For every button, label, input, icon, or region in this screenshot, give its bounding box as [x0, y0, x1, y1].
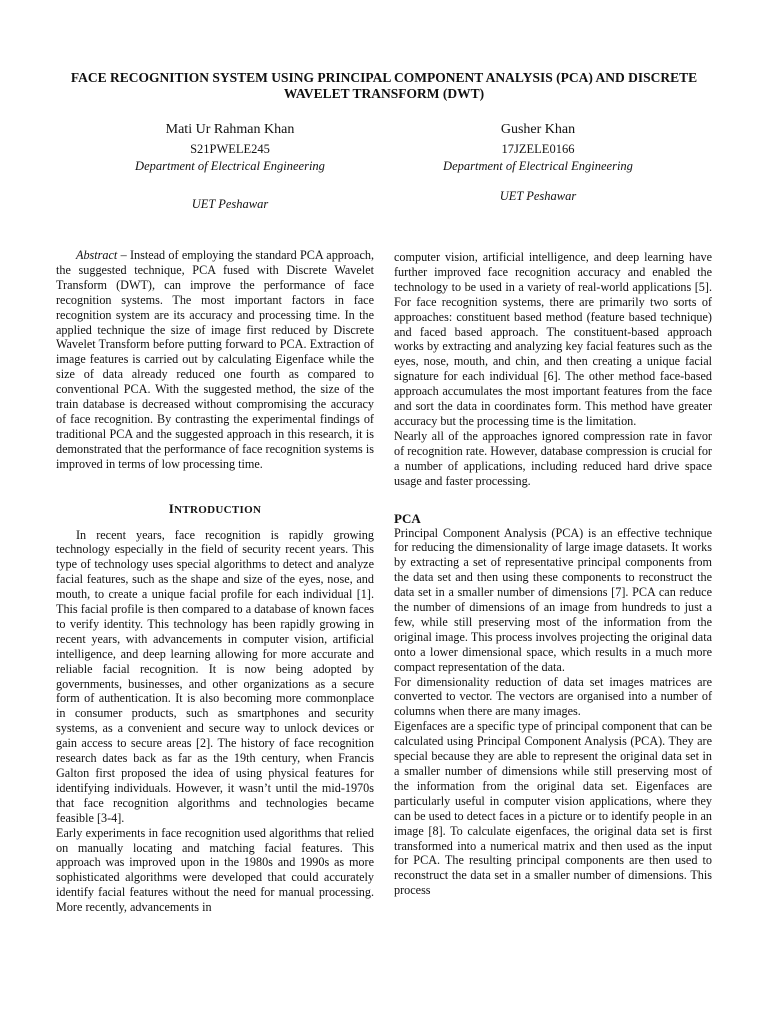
left-column [56, 248, 374, 915]
right-column [394, 250, 712, 898]
pca-paragraph-1: Principal Component Analysis (PCA) is an effective technique for reducing the dimensionality of large image datasets. It works by extracting a set of representative principal components from the data set and then using these components to reconstruct the data set in a smaller number of dimensions [7]. PCA can reduce the number of dimensions of an image from hundreds to just a few, while still preserving most of the information from the original image. This process involves projecting the original data onto a lower dimensional space, which results in a much more compact representation of the data. [394, 525, 712, 674]
author-institution: UET Peshawar [499, 189, 577, 203]
author-department: Department of Electrical Engineering [443, 159, 633, 173]
author-institution: UET Peshawar [191, 197, 269, 211]
author-department: Department of Electrical Engineering [135, 159, 325, 173]
author-id: 17JZELE0166 [501, 142, 575, 156]
author-name: Mati Ur Rahman Khan [165, 122, 295, 137]
intro-continued-paragraph-1: computer vision, artificial intelligence, and deep learning have further improved face recognition accuracy and enabled the technology to be used in a variety of real-world applications [5]. For face recognition systems, there are primarily two sorts of approaches: constituent based method (feature based technique) and faced based approach. The constituent-based approach works by extracting and analyzing key facial features such as the eyes, nose, mouth, and chin, and then creating a unique facial signature for each individual [6]. The other method face-based approach accumulates the most important features from the face and sort the data in coordinates form. This method have greater accuracy but the processing time is the limitation. [394, 250, 712, 428]
author-block-2 [418, 121, 658, 204]
pca-paragraph-2: For dimensionality reduction of data set images matrices are converted to vector. The vectors are organised into a number of columns when there are many images. [394, 674, 712, 719]
abstract-text: – Instead of employing the standard PCA approach, the suggested technique, PCA fused with Discrete Wavelet Transform (DWT), can improve the performance of face recognition systems. The most important factors in face recognition system are its accuracy and processing time. In the applied technique the size of image first reduced by Discrete Wavelet Transform before putting forward to PCA. Extraction of image features is carried out by calculating Eigenface while the size of data already reduced one fourth as compared to conventional PCA. With the suggested method, the size of the train database is decreased without compromising the accuracy of face recognition. By contrasting the experimental findings of traditional PCA and the suggested approach in this research, it is demonstrated that the performance of face recognition systems is improved in terms of low processing time. [56, 248, 374, 471]
intro-continued-paragraph-2: Nearly all of the approaches ignored compression rate in favor of recognition rate. However, database compression is crucial for a number of applications, including reduced hard drive space usage and faster processing. [394, 428, 712, 488]
intro-paragraph-2: Early experiments in face recognition used algorithms that relied on manually locating and matching facial features. This approach was improved upon in the 1980s and 1990s as more sophisticated algorithms were developed that could accurately identify facial features without the need for manual processing. More recently, advancements in [56, 825, 374, 915]
intro-paragraph-1: In recent years, face recognition is rapidly growing technology especially in the field of security recent years. This type of technology uses special algorithms to detect and analyze facial features, such as the shape and size of the eyes, nose, and mouth, to create a unique facial profile for each individual [1]. This facial profile is then compared to a database of known faces to verify identity. This technology has been rapidly growing in recent years, with advancements in computer vision, artificial intelligence, and deep learning allowing for more accurate and reliable facial recognition. It is now being adopted by governments, businesses, and other organizations as a secure form of authentication. It is also becoming more commonplace in consumer products, such as smartphones and security systems, as a convenient and secure way to unlock devices or gain access to secure areas [2]. The history of face recognition research dates back as far as the 19th century, when Francis Galton first proposed the idea of using physical features for identifying individuals. However, it wasn’t until the mid-1970s that face recognition algorithms and technologies became feasible [3-4]. [56, 527, 374, 825]
author-block-1 [110, 121, 350, 212]
author-id: S21PWELE245 [190, 142, 270, 156]
author-name: Gusher Khan [500, 122, 576, 137]
pca-paragraph-3: Eigenfaces are a specific type of principal component that can be calculated using Principal Component Analysis (PCA). They are special because they are able to represent the original data set in a smaller number of dimensions while still preserving most of the information from the original data set. Eigenfaces are particularly useful in computer vision applications, where they can be used to detect faces in a picture or to identify people in an image [8]. To calculate eigenfaces, the original data set is first transformed into a numerical matrix and then used as the input for PCA. The resulting principal components are then used to reconstruct the data set in a smaller number of dimensions. This process [394, 719, 712, 898]
abstract-label: Abstract [76, 248, 118, 262]
pca-heading: PCA [394, 510, 421, 526]
abstract-paragraph [56, 248, 374, 472]
introduction-heading: INTRODUCTION [168, 500, 262, 516]
paper-title: FACE RECOGNITION SYSTEM USING PRINCIPAL COMPONENT ANALYSIS (PCA) AND DISCRETE WAVELET TRANSFORM (DWT) [70, 70, 698, 101]
